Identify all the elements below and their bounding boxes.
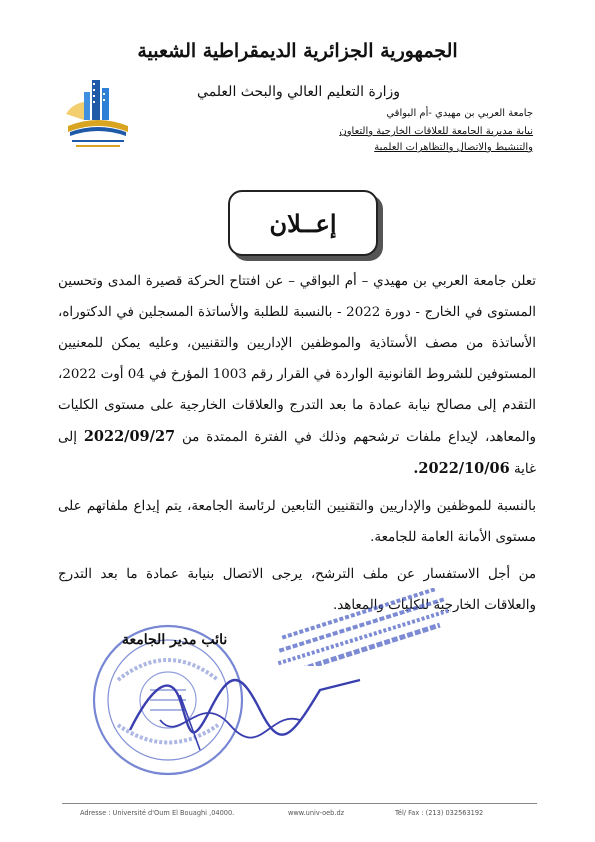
university-logo-icon [62,74,134,156]
announcement-box [228,190,378,256]
directorate-line-2: والتنشيط والاتصال والتظاهرات العلمية [374,142,533,153]
footer-phone: Tél/ Fax : (213) 032563192 [395,809,484,817]
footer-divider [62,803,537,804]
footer-address: Adresse : Université d'Oum El Bouaghi ,04000. [80,809,235,817]
directorate-line-1: نيابة مديرية الجامعة للعلاقات الخارجية والتعاون [339,126,533,137]
announcement-body [58,266,536,621]
footer-website-link[interactable]: www.univ-oeb.dz [288,809,345,817]
paragraph-3: من أجل الاستفسار عن ملف الترشح، يرجى الاتصال بنيابة عمادة ما بعد التدرج والعلاقات الخارجية للكليات والمعاهد. [58,567,536,613]
country-title: الجمهورية الجزائرية الديمقراطية الشعبية [137,40,458,62]
university-name: جامعة العربي بن مهيدي -أم البواقي [386,108,533,119]
until-text: إلى غاية [58,430,536,477]
paragraph-1 [58,266,536,485]
handwritten-signature-icon [120,650,370,760]
signatory-title: نائب مدير الجامعة [122,632,228,648]
paragraph-2: بالنسبة للموظفين والإداريين والتقنيين التابعين لرئاسة الجامعة، يتم إيداع ملفاتهم على مستوى الأمانة العامة للجامعة. [58,499,536,545]
date-to: 2022/10/06. [413,460,510,477]
announcement-heading: إعــلان [269,208,337,238]
ministry-name: وزارة التعليم العالي والبحث العلمي [197,84,400,100]
paragraph-1-text: تعلن جامعة العربي بن مهيدي – أم البواقي – عن افتتاح الحركة قصيرة المدى وتحسين المستوى في الخارج - دورة 2022 - بالنسبة للطلبة والأساتذة المسجلين في الدكتوراه، الأساتذة من مصف الأستاذية والموظفين الإداريين والتقنيين، وعليه يمكن للمعنيين المستوفين للشروط القانونية الواردة في القرار رقم 1003 المؤرخ في 04 أوت 2022، التقدم إلى مصالح نيابة عمادة ما بعد التدرج والعلاقات الخارجية على مستوى الكليات والمعاهد، لإيداع ملفات ترشحهم وذلك في الفترة الممتدة من [58,274,537,445]
date-from: 2022/09/27 [83,428,176,445]
